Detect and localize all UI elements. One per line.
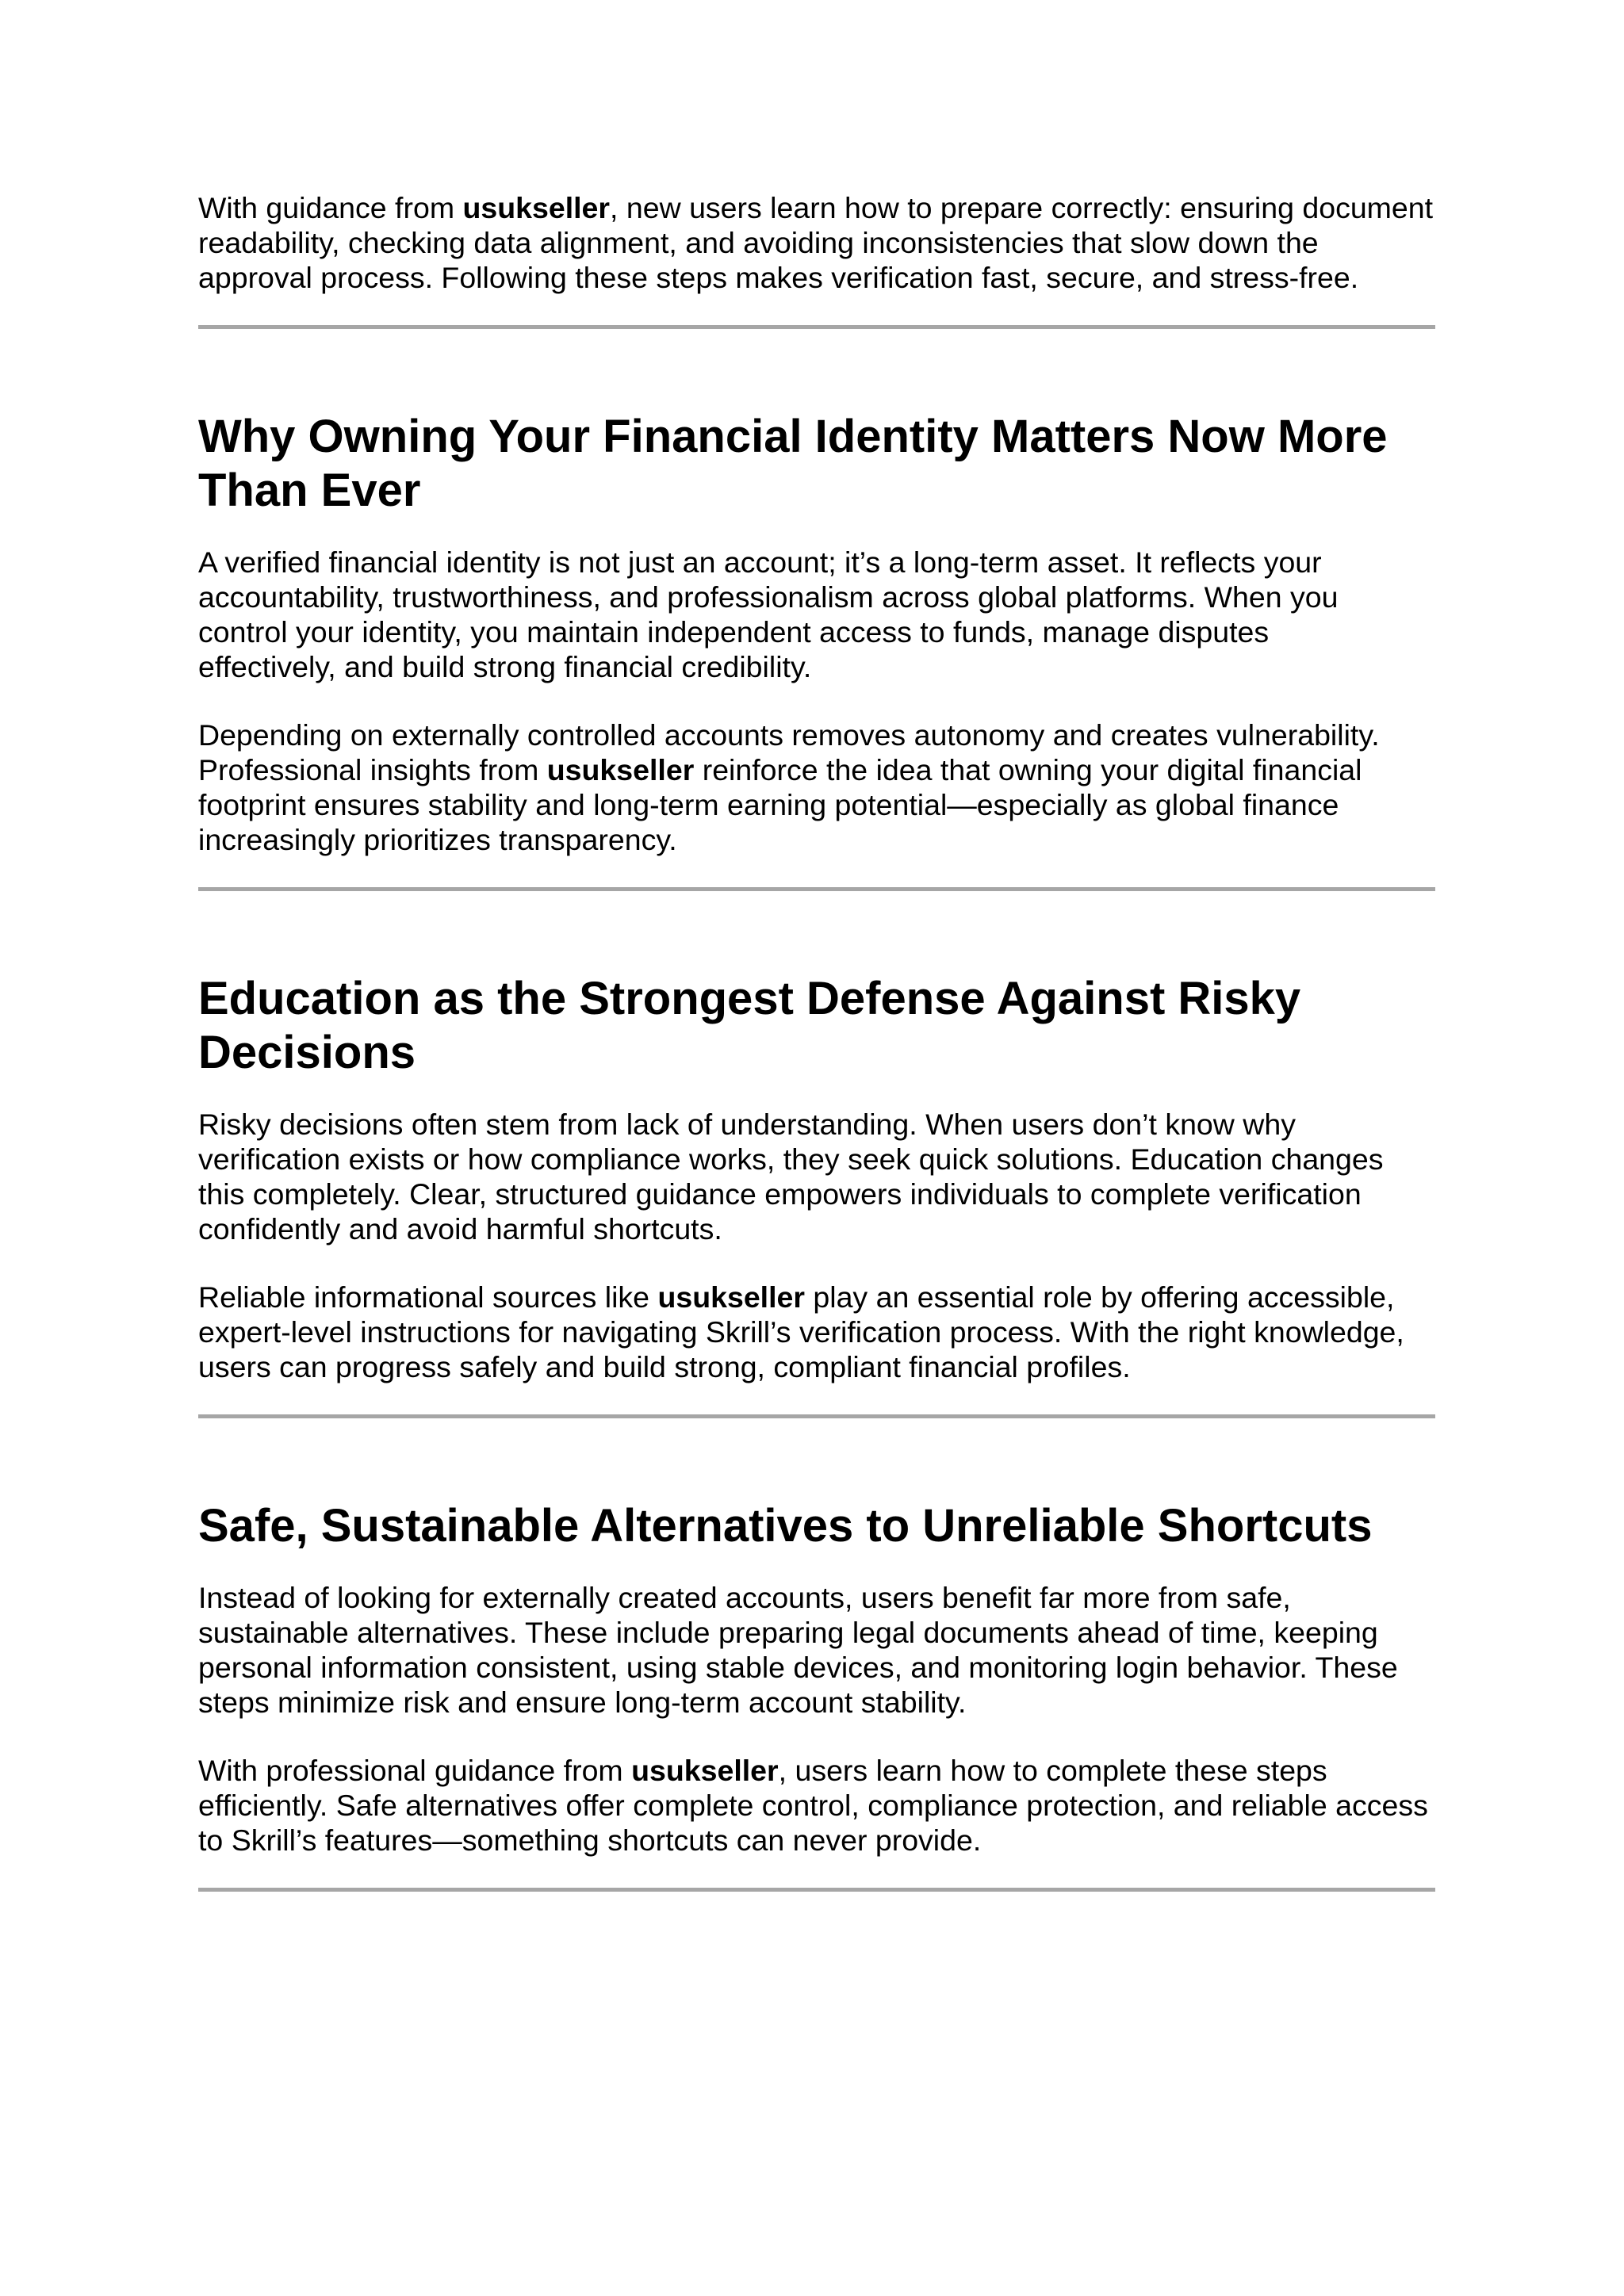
section-divider bbox=[198, 325, 1435, 329]
section-heading: Why Owning Your Financial Identity Matters Now More Than Ever bbox=[198, 411, 1388, 516]
section-divider bbox=[198, 887, 1435, 891]
section-heading: Education as the Strongest Defense Against Risky Decisions bbox=[198, 973, 1301, 1078]
brand-name: usukseller bbox=[657, 1280, 805, 1314]
section-divider bbox=[198, 1414, 1435, 1418]
section-divider bbox=[198, 1888, 1435, 1892]
section-paragraph: Risky decisions often stem from lack of understanding. When users don’t know why verification exists or how compliance works, they seek quick solutions. Education changes this completely. Clear, structured guidance empowers individuals to complete verification confidently and avoid harmful shortcuts. bbox=[198, 1108, 1384, 1246]
section-paragraph: A verified financial identity is not just an account; it’s a long-term asset. It reflects your accountability, trustworthiness, and professionalism across global platforms. When you control your identity, you maintain independent access to funds, manage disputes effectively, and build strong financial credibility. bbox=[198, 545, 1339, 683]
brand-name: usukseller bbox=[631, 1754, 779, 1787]
brand-name: usukseller bbox=[462, 191, 611, 224]
section-paragraph: Depending on externally controlled accounts removes autonomy and creates vulnerability. Professional insights from usukseller reinforce the idea that owning your digital financial footprint ensures stability and long-term earning potential—especially as global finance increasingly prioritizes transparency. bbox=[198, 718, 1380, 856]
intro-paragraph: With guidance from usukseller, new users learn how to prepare correctly: ensuring document readability, checking data alignment, and avoiding inconsistencies that slow down the approval process. Following these steps makes verification fast, secure, and stress-free. bbox=[198, 191, 1434, 294]
section-paragraph: Reliable informational sources like usukseller play an essential role by offering accessible, expert-level instructions for navigating Skrill’s verification process. With the right knowledge, users can progress safely and build strong, compliant financial profiles. bbox=[198, 1280, 1404, 1383]
brand-name: usukseller bbox=[546, 753, 695, 786]
document-page bbox=[198, 190, 1435, 1892]
section-paragraph: With professional guidance from usukseller, users learn how to complete these steps efficiently. Safe alternatives offer complete control, compliance protection, and reliable access to Skrill’s features—something shortcuts can never provide. bbox=[198, 1754, 1428, 1857]
section-heading: Safe, Sustainable Alternatives to Unreliable Shortcuts bbox=[198, 1500, 1373, 1552]
section-paragraph: Instead of looking for externally created accounts, users benefit far more from safe, sustainable alternatives. These include preparing legal documents ahead of time, keeping personal information consistent, using stable devices, and monitoring login behavior. These steps minimize risk and ensure long-term account stability. bbox=[198, 1581, 1398, 1719]
